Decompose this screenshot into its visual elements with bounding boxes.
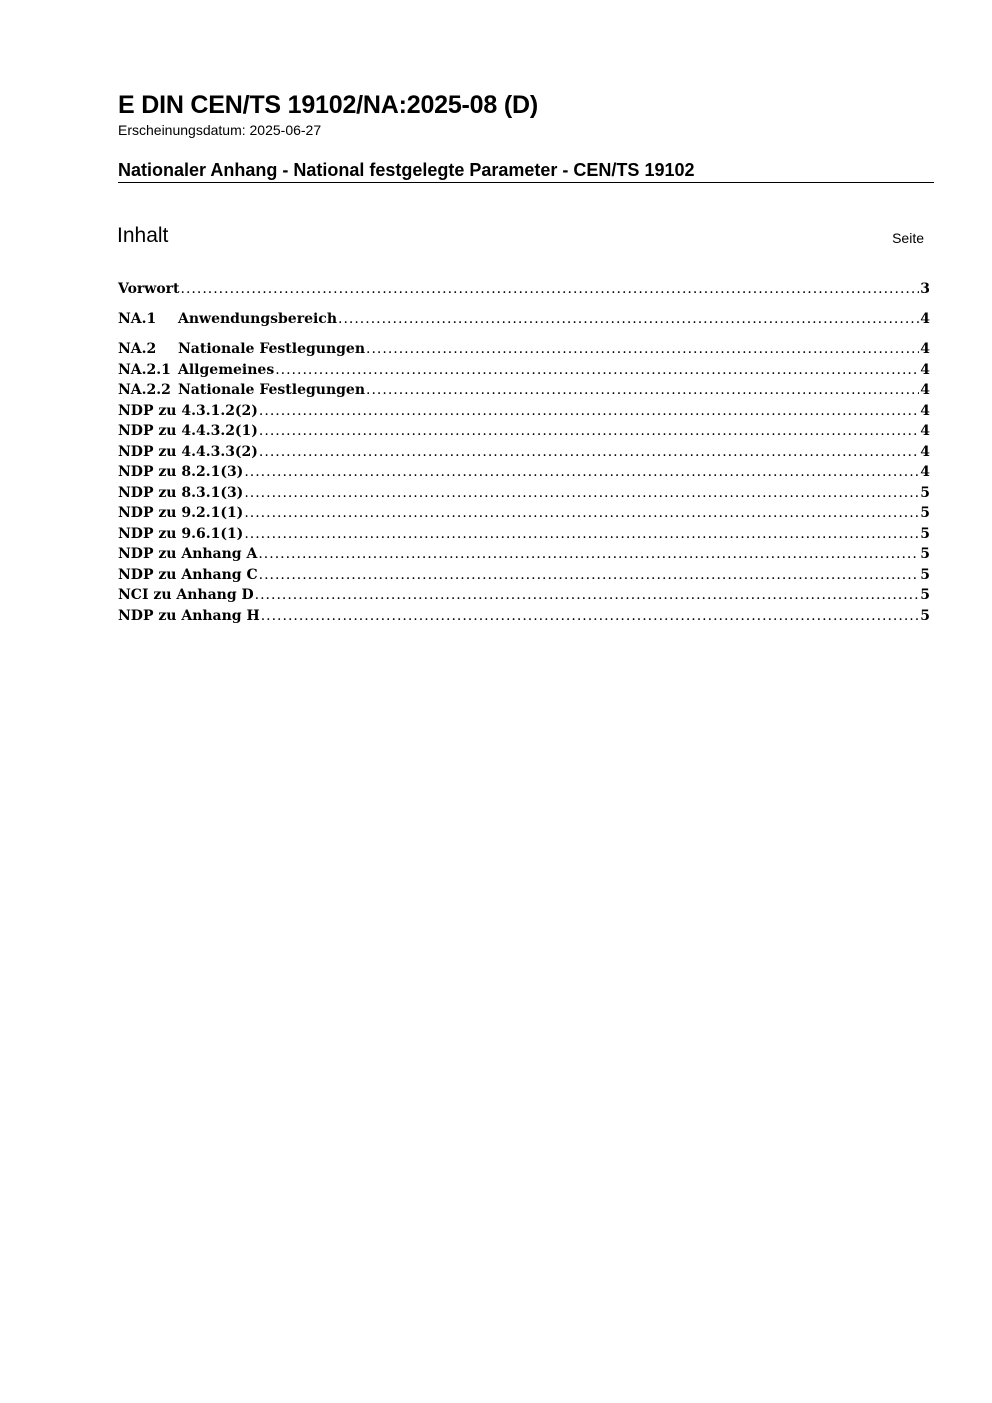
toc-dot-leader — [244, 503, 919, 524]
toc-entry-number: NA.2.2 — [118, 382, 171, 398]
toc-entry-title: NDP zu 9.2.1(1) — [118, 505, 244, 521]
toc-entry-vorwort[interactable] — [118, 279, 930, 300]
toc-entry-page: 5 — [920, 484, 930, 501]
toc-entry-page: 4 — [920, 423, 930, 439]
toc-dot-leader — [259, 442, 919, 463]
toc-entry-page: 5 — [920, 525, 930, 542]
toc-entry-title: NDP zu 4.4.3.2(1) — [118, 423, 258, 439]
toc-entry-nci-anhang-d[interactable] — [118, 585, 930, 606]
toc-entry-title: NDP zu 4.3.1.2(2) — [118, 402, 258, 419]
toc-entry-page: 4 — [920, 361, 930, 378]
toc-entry-title: NCI zu Anhang D — [118, 587, 254, 603]
toc-entry-ndp-anhang-h[interactable] — [118, 606, 930, 627]
toc-entry-title: NDP zu 4.4.3.3(2) — [118, 443, 258, 460]
toc-entry-title: NDP zu 9.6.1(1) — [118, 525, 244, 542]
toc-entry-title: Nationale Festlegungen — [178, 382, 366, 398]
toc-entry-page: 4 — [920, 382, 930, 398]
toc-entry-title: Vorwort — [118, 281, 180, 297]
toc-entry-page: 5 — [920, 566, 930, 583]
toc-entry-page: 5 — [920, 505, 930, 521]
toc-dot-leader — [259, 565, 920, 586]
toc-entry-number: NA.1 — [118, 311, 157, 327]
toc-entry-page: 5 — [920, 587, 930, 603]
toc-entry-na-2-2[interactable] — [118, 380, 930, 401]
toc-entry-na-1[interactable] — [118, 309, 930, 330]
toc-dot-leader — [366, 339, 919, 360]
toc-entry-title: NDP zu 8.3.1(3) — [118, 484, 244, 501]
toc-dot-leader — [338, 309, 919, 330]
toc-dot-leader — [261, 606, 920, 627]
toc-dot-leader — [258, 544, 919, 565]
toc-entry-ndp-4-4-3-2[interactable] — [118, 421, 930, 442]
toc-entry-na-2[interactable] — [118, 339, 930, 360]
toc-entry-title: NDP zu 8.2.1(3) — [118, 464, 244, 480]
toc-entry-ndp-4-4-3-3[interactable] — [118, 442, 930, 463]
toc-entry-na-2-1[interactable] — [118, 360, 930, 381]
toc-dot-leader — [259, 421, 919, 442]
toc-entry-ndp-4-3-1-2[interactable] — [118, 401, 930, 422]
toc-entry-page: 4 — [920, 402, 930, 419]
toc-entry-title: Anwendungsbereich — [178, 311, 337, 327]
toc-entry-ndp-8-2-1[interactable] — [118, 462, 930, 483]
table-of-contents — [118, 279, 930, 626]
toc-entry-page: 4 — [920, 341, 930, 357]
toc-entry-title: NDP zu Anhang C — [118, 566, 258, 583]
toc-entry-ndp-anhang-a[interactable] — [118, 544, 930, 565]
toc-entry-ndp-9-2-1[interactable] — [118, 503, 930, 524]
toc-entry-title: NDP zu Anhang A — [118, 546, 258, 562]
toc-dot-leader — [255, 585, 920, 606]
document-id: E DIN CEN/TS 19102/NA:2025-08 (D) — [118, 91, 538, 119]
toc-entry-page: 4 — [920, 443, 930, 460]
toc-dot-leader — [244, 483, 919, 504]
header-rule — [118, 182, 934, 183]
toc-entry-title: Nationale Festlegungen — [178, 341, 366, 357]
toc-dot-leader — [259, 401, 919, 422]
toc-entry-page: 3 — [920, 281, 930, 297]
toc-page-column-label: Seite — [892, 230, 924, 246]
toc-entry-page: 5 — [920, 607, 930, 624]
toc-dot-leader — [244, 462, 919, 483]
toc-dot-leader — [181, 279, 920, 300]
toc-entry-page: 4 — [920, 464, 930, 480]
toc-entry-number: NA.2.1 — [118, 361, 171, 378]
toc-entry-page: 4 — [920, 311, 930, 327]
toc-entry-page: 5 — [920, 546, 930, 562]
toc-entry-number: NA.2 — [118, 341, 157, 357]
publication-date: Erscheinungsdatum: 2025-06-27 — [118, 122, 322, 138]
toc-dot-leader — [244, 524, 919, 545]
toc-dot-leader — [366, 380, 919, 401]
toc-entry-ndp-9-6-1[interactable] — [118, 524, 930, 545]
document-subtitle: Nationaler Anhang - National festgelegte Parameter - CEN/TS 19102 — [118, 160, 695, 180]
toc-dot-leader — [275, 360, 919, 381]
toc-entry-title: Allgemeines — [178, 361, 275, 378]
toc-entry-ndp-8-3-1[interactable] — [118, 483, 930, 504]
toc-heading: Inhalt — [117, 224, 169, 247]
toc-entry-ndp-anhang-c[interactable] — [118, 565, 930, 586]
toc-entry-title: NDP zu Anhang H — [118, 607, 260, 624]
